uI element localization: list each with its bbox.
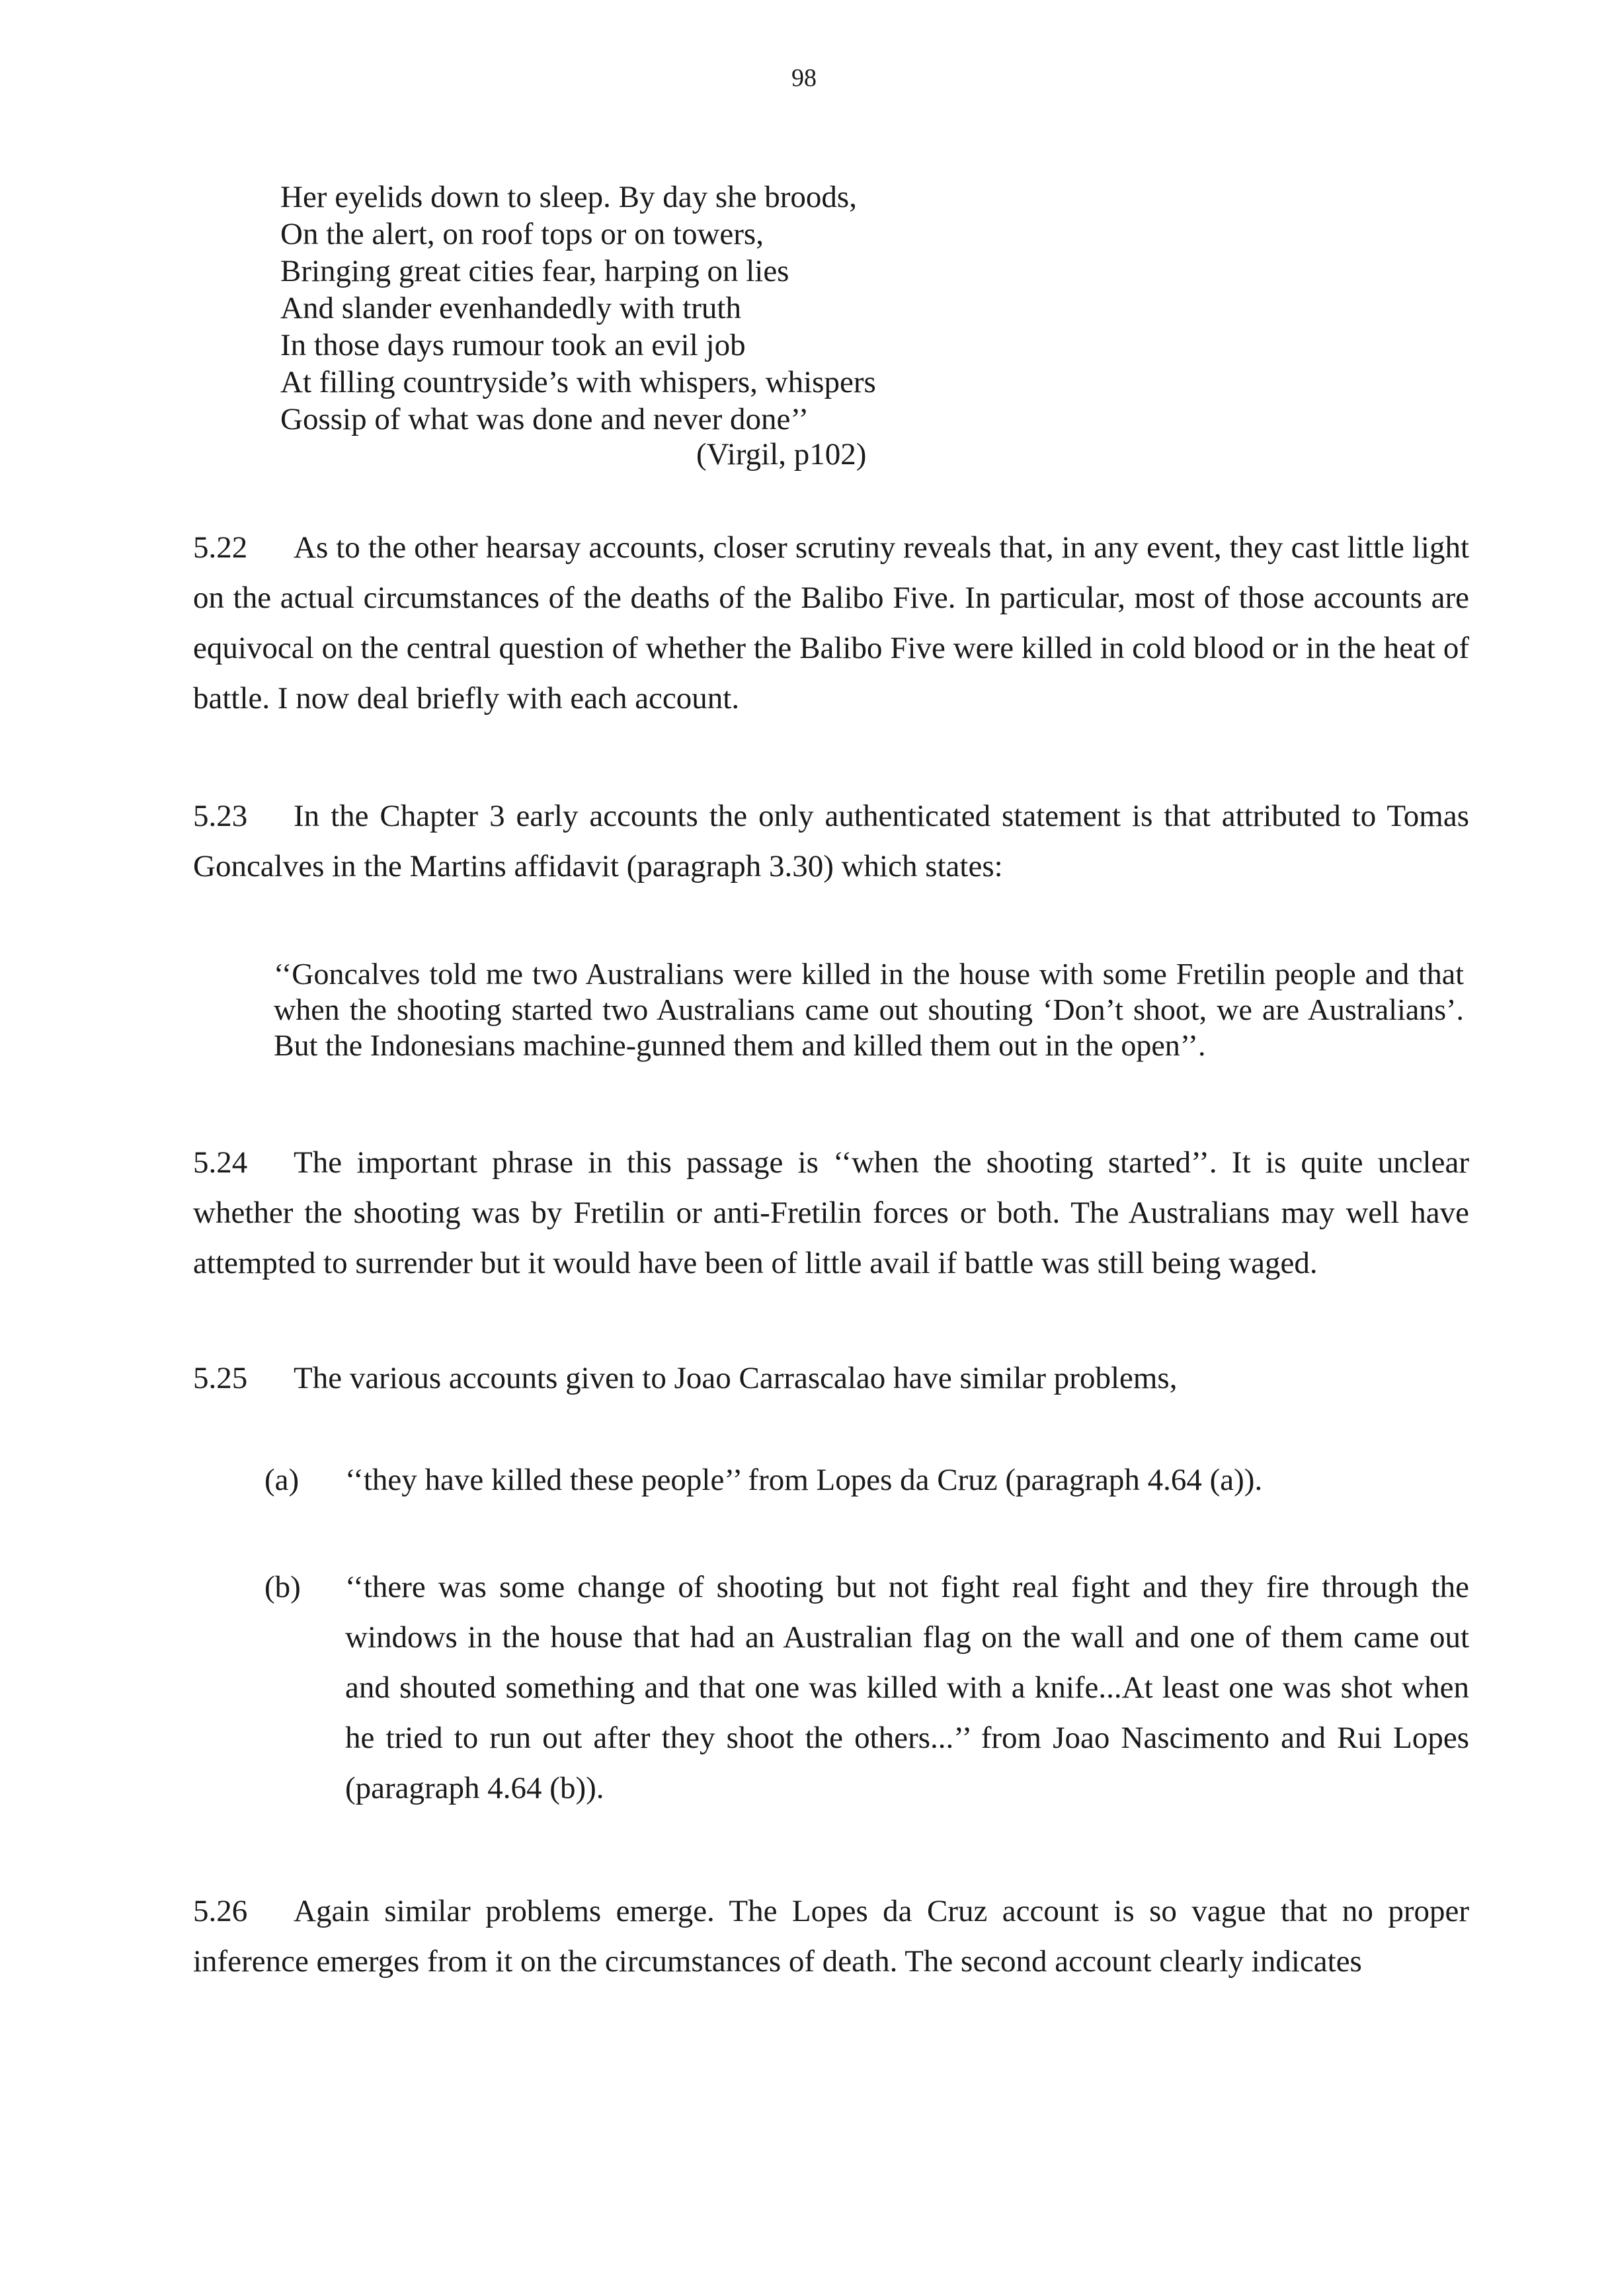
paragraph-text: Again similar problems emerge. The Lopes da Cruz account is so vague that no proper inference emerges from it on the circumstances of death. The second account clearly indicates — [193, 1894, 1469, 1979]
verse-line: And slander evenhandedly with truth — [280, 291, 741, 325]
paragraph-text: As to the other hearsay accounts, closer scrutiny reveals that, in any event, they cast little light on the actual circumstances of the deaths of the Balibo Five. In particular, most of those accounts are equivocal on the central question of whether the Balibo Five were killed in cold blood or in the heat of battle. I now deal briefly with each account. — [193, 530, 1469, 716]
paragraph-5-26 — [193, 1886, 1469, 1987]
paragraph-number: 5.23 — [193, 799, 248, 833]
verse-line: Bringing great cities fear, harping on lies — [280, 254, 789, 288]
paragraph-5-24 — [193, 1137, 1469, 1288]
paragraph-5-25 — [193, 1353, 1469, 1403]
paragraph-number: 5.24 — [193, 1145, 248, 1180]
list-item-text: ‘‘they have killed these people’’ from Lopes da Cruz (paragraph 4.64 (a)). — [345, 1463, 1263, 1497]
verse-line: Gossip of what was done and never done’’ — [280, 402, 809, 436]
verse-citation: (Virgil, p102) — [696, 437, 867, 472]
paragraph-text: The important phrase in this passage is ‘‘when the shooting started’’. It is quite unclear whether the shooting was by Fretilin or anti-Fretilin forces or both. The Australians may well have attempted to surrender but it would have been of little avail if battle was still being waged. — [193, 1145, 1469, 1280]
verse-quote — [280, 179, 1074, 438]
list-marker: (a) — [264, 1463, 300, 1497]
verse-line: On the alert, on roof tops or on towers, — [280, 217, 764, 251]
block-quote-goncalves: ‘‘Goncalves told me two Australians were killed in the house with some Fretilin people and that when the shooting started two Australians came out shouting ‘Don’t shoot, we are Australians’. But the Indonesians machine-gunned them and killed them out in the open’’. — [274, 957, 1464, 1062]
verse-line: At filling countryside’s with whispers, whispers — [280, 365, 876, 399]
page-number: 98 — [791, 64, 817, 92]
list-item-text: ‘‘there was some change of shooting but not fight real fight and they fire through the windows in the house that had an Australian flag on the wall and one of them came out and shouted something and that one was killed with a knife...At least one was shot when he tried to run out after they shoot the others...’’ from Joao Nascimento and Rui Lopes (paragraph 4.64 (b)). — [345, 1570, 1469, 1805]
list-marker: (b) — [264, 1570, 301, 1604]
verse-line: Her eyelids down to sleep. By day she broods, — [280, 180, 857, 214]
list-item-a — [264, 1455, 1469, 1505]
paragraph-5-22 — [193, 522, 1469, 723]
paragraph-text: The various accounts given to Joao Carrascalao have similar problems, — [294, 1361, 1178, 1395]
paragraph-number: 5.22 — [193, 530, 248, 565]
paragraph-number: 5.26 — [193, 1894, 248, 1928]
paragraph-5-23 — [193, 791, 1469, 891]
paragraph-number: 5.25 — [193, 1361, 248, 1395]
verse-line: In those days rumour took an evil job — [280, 328, 746, 362]
list-item-b — [264, 1562, 1469, 1813]
paragraph-text: In the Chapter 3 early accounts the only authenticated statement is that attributed to Tomas Goncalves in the Martins affidavit (paragraph 3.30) which states: — [193, 799, 1469, 883]
